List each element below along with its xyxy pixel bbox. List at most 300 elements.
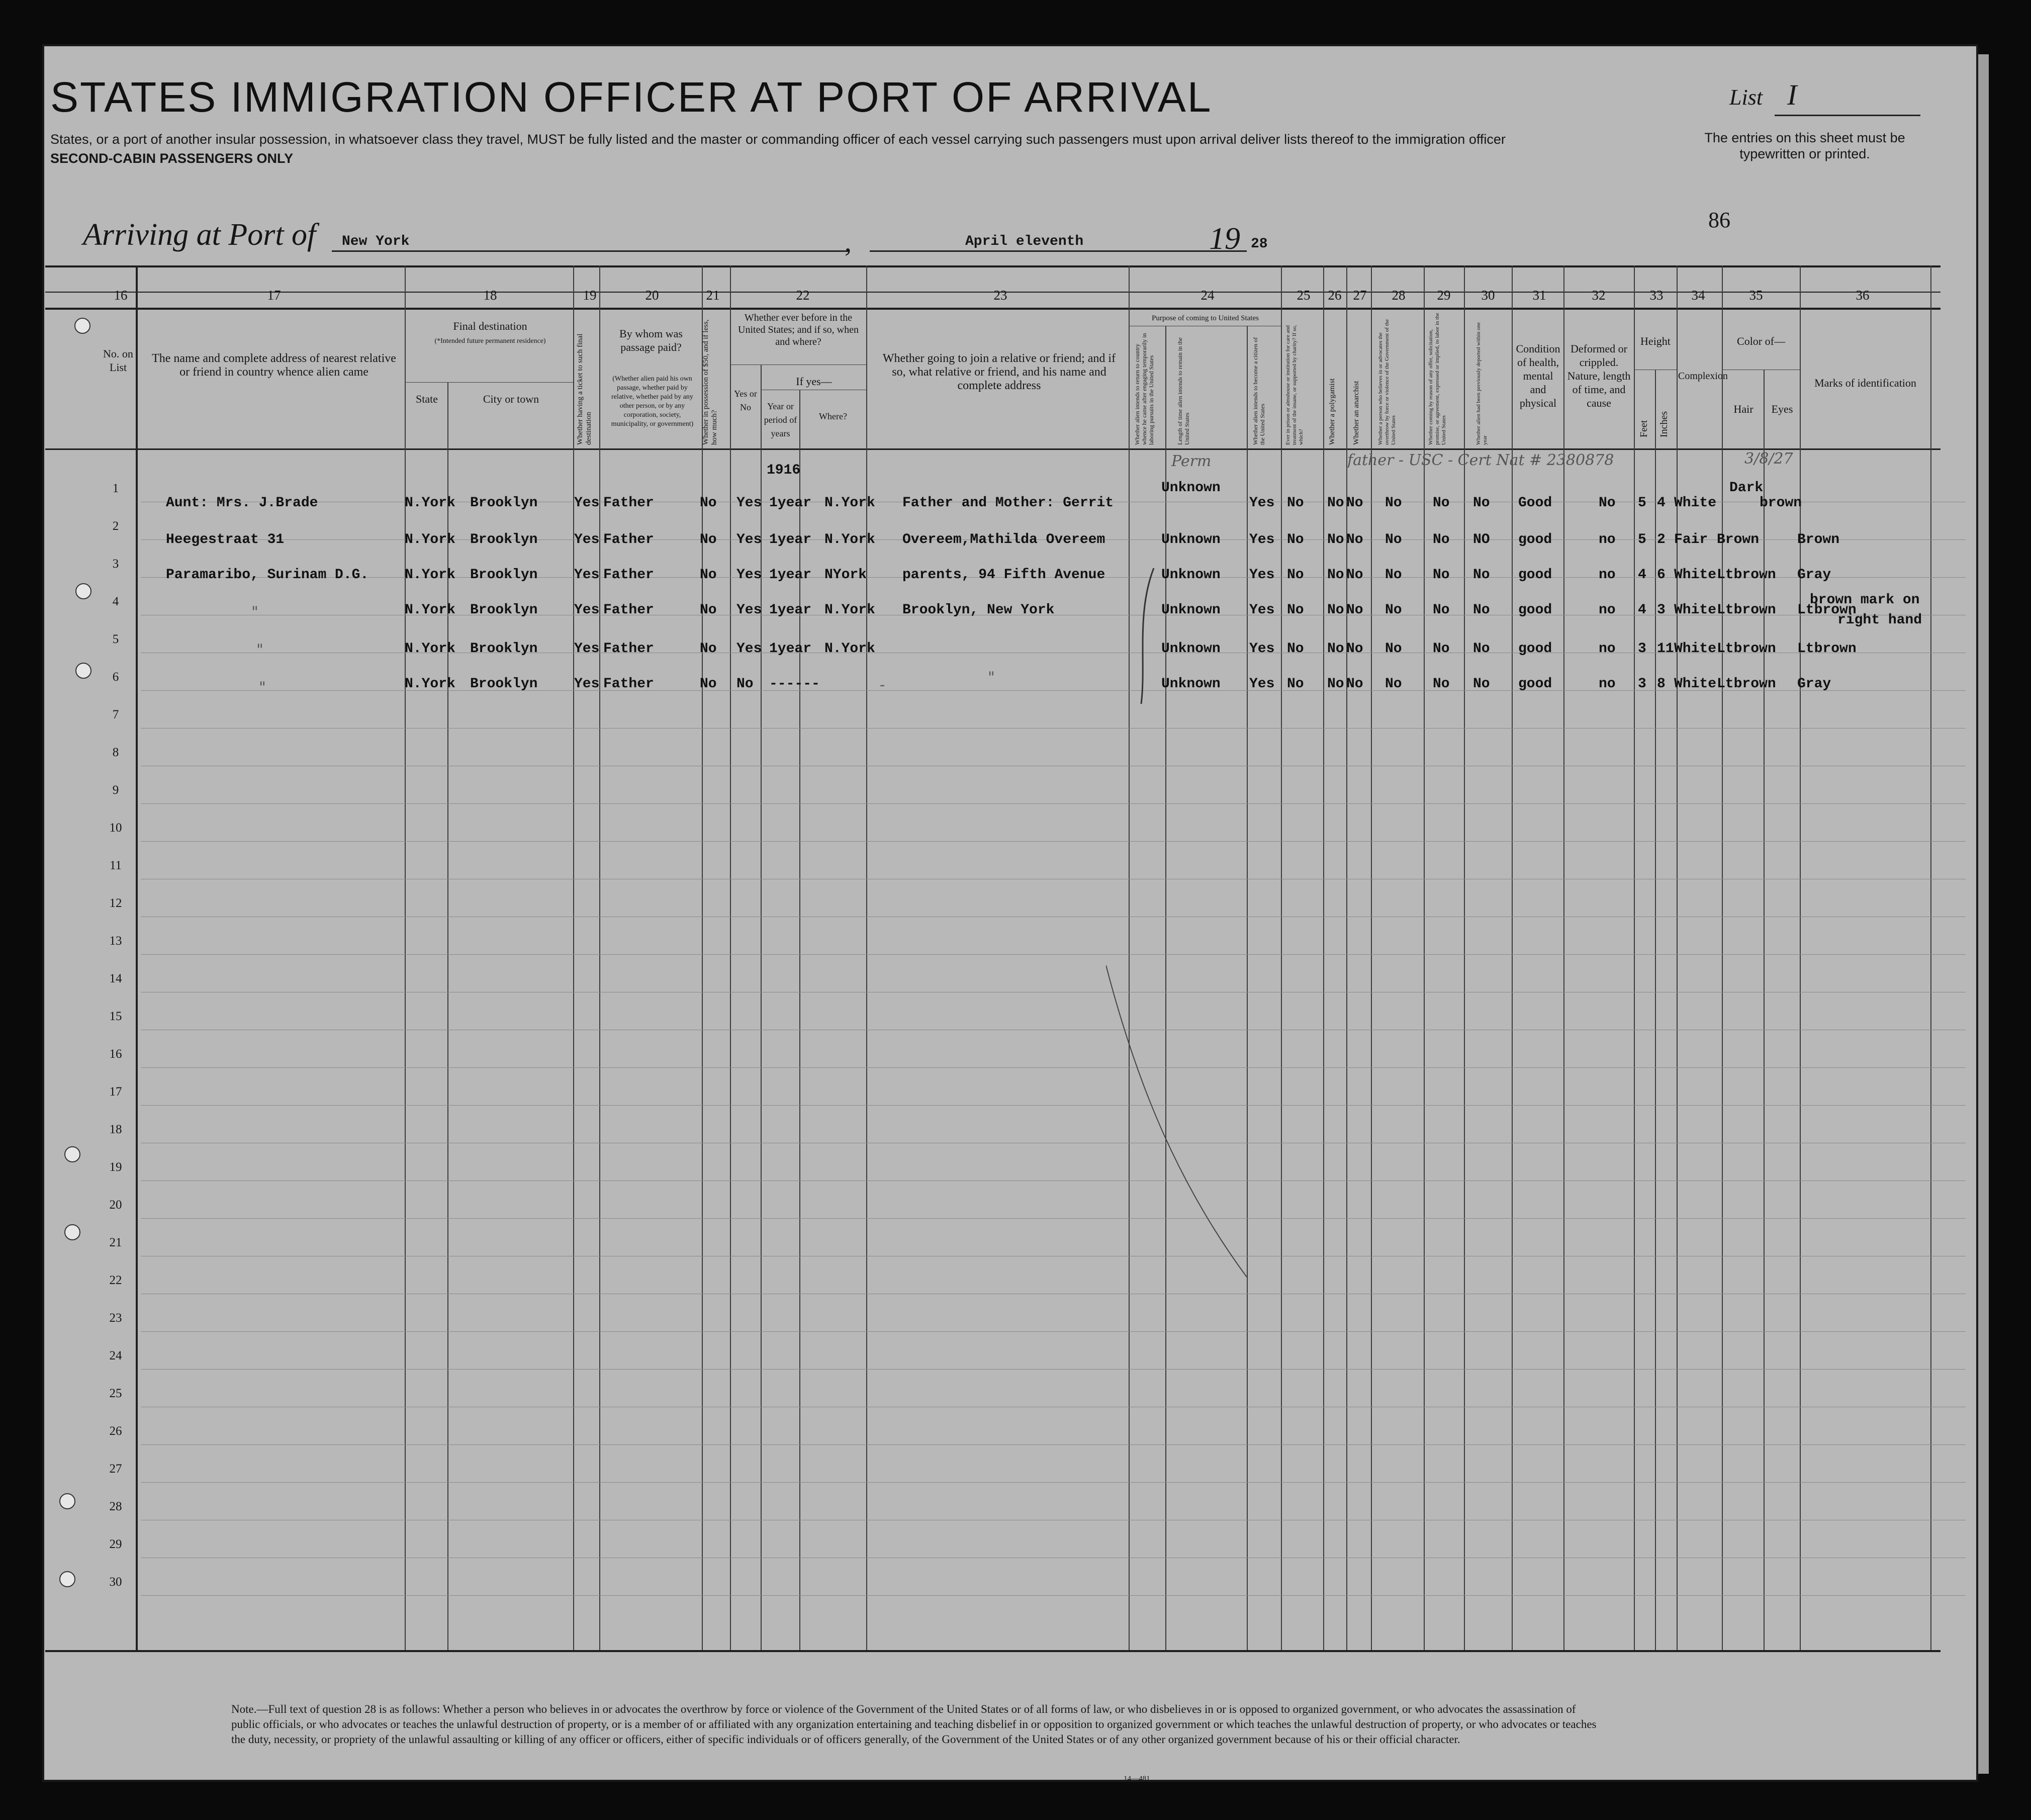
eyes-cell: Brown (1797, 532, 1840, 548)
hair-cell-line2: brown (1760, 495, 1802, 511)
arrival-port: New York (342, 234, 410, 249)
health-cell: good (1518, 567, 1552, 583)
colnum-33: 33 (1649, 288, 1664, 303)
polygamist-cell: No (1327, 495, 1344, 511)
row-number: 12 (109, 896, 122, 910)
col-line (1371, 265, 1372, 1650)
colnum-30: 30 (1481, 288, 1495, 303)
hdr-inches: Inches (1658, 411, 1670, 437)
hdr-complexion: Complexion (1678, 371, 1728, 382)
complexion-cell: Fair (1674, 532, 1708, 548)
anarchist-cell: No (1346, 602, 1363, 618)
complexion-cell: White (1674, 602, 1717, 618)
hdr-citizen: Whether alien intends to become a citizen of the United States (1252, 337, 1266, 445)
row-rule (141, 803, 1966, 804)
ticket-cell: Yes (574, 567, 600, 583)
col-line (1424, 265, 1425, 1650)
hair-cell: Ltbrown (1717, 567, 1776, 583)
marks-cell-line2: right hand (1837, 612, 1922, 628)
hair-cell: Brown (1717, 532, 1760, 548)
city-cell: Brooklyn (470, 495, 538, 511)
deformed-cell: no (1599, 567, 1616, 583)
prison-cell: No (1287, 532, 1304, 548)
row-number: 25 (109, 1387, 122, 1400)
state-cell: N.York (405, 567, 455, 583)
city-cell: Brooklyn (470, 567, 538, 583)
sub-rule (405, 382, 573, 383)
hdr-deformed: Deformed or crippled. Nature, length of time, and cause (1567, 342, 1631, 409)
hdr-no-on-list: No. on List (103, 347, 133, 374)
paid-by-cell: Father (603, 676, 654, 692)
row-number: 9 (112, 783, 119, 797)
row-rule (141, 1444, 1966, 1445)
hdr-ticket: Whether having a ticket to such final destination (576, 333, 593, 445)
hdr-health: Condition of health, mental and physical (1516, 342, 1560, 409)
row-number: 5 (112, 632, 119, 646)
row-rule (141, 1369, 1966, 1370)
row-number: 2 (112, 519, 119, 533)
colnum-21: 21 (706, 288, 720, 303)
overthrow-cell: No (1385, 676, 1402, 692)
table-bottom-rule (45, 1650, 1941, 1652)
hdr-where: Where? (819, 411, 847, 421)
row-rule (141, 841, 1966, 842)
citizen-cell: Yes (1249, 602, 1275, 618)
deformed-cell: no (1599, 532, 1616, 548)
overthrow-cell: No (1385, 495, 1402, 511)
ditto-dash: - (880, 676, 885, 694)
where-cell: NYork (824, 567, 867, 583)
col-line (761, 365, 762, 1650)
arrival-year: 28 (1251, 236, 1268, 252)
feet-cell: 5 (1638, 532, 1646, 548)
ditto-mark: " (259, 679, 266, 696)
row-number: 18 (109, 1123, 122, 1136)
annot-perm: Perm (1171, 452, 1212, 470)
period-cell: ------ (769, 676, 820, 692)
col-line (1281, 265, 1282, 1650)
length-cell: Unknown (1161, 602, 1221, 618)
col-line (1563, 265, 1564, 1650)
punch-hole (64, 1146, 80, 1162)
length-cell: Unknown (1161, 480, 1221, 496)
inches-cell: 11 (1657, 641, 1674, 657)
anarchist-cell: No (1346, 676, 1363, 692)
paid-by-cell: Father (603, 602, 654, 618)
eyes-cell: Gray (1797, 676, 1831, 692)
city-cell: Brooklyn (470, 532, 538, 548)
hdr-joining: Whether going to join a relative or friend; and if so, what relative or friend, and his name and complete address (882, 352, 1116, 392)
colnum-25: 25 (1297, 288, 1311, 303)
before-cell: Yes (736, 495, 762, 511)
hdr-before-us: Whether ever before in the United States; and if so, when and where? (738, 312, 859, 347)
relative-cell: Paramaribo, Surinam D.G. (166, 567, 369, 583)
feet-cell: 4 (1638, 567, 1646, 583)
row-number: 26 (109, 1424, 122, 1438)
annot-father-usc: father - USC - Cert Nat # 2380878 (1347, 451, 1614, 469)
money-cell: No (700, 676, 717, 692)
where-cell: N.York (824, 641, 875, 657)
joining-cell: Brooklyn, New York (902, 602, 1055, 618)
joining-cell: parents, 94 Fifth Avenue (902, 567, 1105, 583)
hdr-purpose: Purpose of coming to United States (1152, 314, 1259, 322)
colnum-27: 27 (1353, 288, 1367, 303)
prison-cell: No (1287, 567, 1304, 583)
where-cell: N.York (824, 532, 875, 548)
row-rule (141, 1180, 1966, 1181)
col-line (136, 265, 138, 1650)
hdr-eyes: Eyes (1771, 403, 1793, 415)
polygamist-cell: No (1327, 676, 1344, 692)
row-number: 4 (112, 595, 119, 608)
col-line (702, 265, 703, 1650)
bracket-mark (1141, 568, 1154, 704)
header-top-rule (45, 308, 1941, 310)
health-cell: good (1518, 602, 1552, 618)
overthrow-cell: No (1385, 532, 1402, 548)
row-number: 16 (109, 1047, 122, 1061)
offer-cell: No (1433, 532, 1450, 548)
footnote: Note.—Full text of question 28 is as follows: Whether a person who believes in or advocates the overthrow by force or violence of the Government of the United States or of all forms of law, or who disbelieves in or is opposed to organized government, or who advocates the assassination of public officials, or who advocates or teaches the unlawful destruction of property, or is a member of or affiliated with any organization entertaining and teaching disbelief in or opposition to organized government or which teaches the unlawful destruction of property, or who advocates or teaches the duty, necessity, or propriety of the unlawful assaulting or killing of any officer or officers, either of specific individuals or of officers generally, of the Government of the United States or of any other organized government because of his or their official character. (231, 1703, 1597, 1746)
row-number: 29 (109, 1537, 122, 1551)
health-cell: good (1518, 532, 1552, 548)
overthrow-cell: No (1385, 567, 1402, 583)
colnum-16: 16 (114, 288, 128, 303)
relative-cell: Aunt: Mrs. J.Brade (166, 495, 318, 511)
eyes-cell: Gray (1797, 567, 1831, 583)
hdr-state: State (416, 393, 438, 405)
polygamist-cell: No (1327, 602, 1344, 618)
deformed-cell: no (1599, 602, 1616, 618)
row-number: 27 (109, 1462, 122, 1476)
period-cell: 1year (769, 641, 812, 657)
paid-by-cell: Father (603, 532, 654, 548)
ditto-mark: " (251, 603, 258, 621)
hdr-marks: Marks of identification (1814, 377, 1916, 389)
state-cell: N.York (405, 641, 455, 657)
row-rule (141, 1595, 1966, 1596)
offer-cell: No (1433, 676, 1450, 692)
relative-cell: Heegestraat 31 (166, 532, 285, 548)
hdr-length-of-stay: Length of time alien intends to remain in the United States (1176, 337, 1190, 445)
prison-cell: No (1287, 676, 1304, 692)
polygamist-cell: No (1327, 532, 1344, 548)
colnum-17: 17 (267, 288, 281, 303)
hdr-passage-paid-sub: (Whether alien paid his own passage, whether paid by relative, whether paid by any other person, or by any corporation, society, municipality, or government) (611, 375, 694, 428)
deported-cell: No (1473, 495, 1490, 511)
deformed-cell: no (1599, 641, 1616, 657)
overthrow-cell: No (1385, 602, 1402, 618)
joining-cell: Father and Mother: Gerrit (902, 495, 1114, 511)
length-cell: Unknown (1161, 532, 1221, 548)
feet-cell: 3 (1638, 676, 1646, 692)
feet-cell: 5 (1638, 495, 1646, 511)
row-number: 8 (112, 746, 119, 759)
punch-hole (74, 318, 90, 334)
date-separator: , (845, 227, 852, 258)
header-bottom-rule (45, 448, 1941, 450)
citizen-cell: Yes (1249, 676, 1275, 692)
punch-hole (75, 583, 91, 599)
row-rule (141, 728, 1966, 729)
colnum-24: 24 (1201, 288, 1215, 303)
prison-cell: No (1287, 495, 1304, 511)
state-cell: N.York (405, 676, 455, 692)
hdr-final-destination-sub: (*Intended future permanent residence) (434, 337, 546, 345)
row-number: 3 (112, 557, 119, 571)
arrival-date: April eleventh (965, 234, 1084, 249)
offer-cell: No (1433, 641, 1450, 657)
ditto-mark: " (256, 641, 263, 659)
col-line (1764, 370, 1765, 1650)
hdr-city: City or town (483, 393, 539, 405)
paid-by-cell: Father (603, 641, 654, 657)
ticket-cell: Yes (574, 495, 600, 511)
joining-cell: Overeem,Mathilda Overeem (902, 532, 1105, 548)
inches-cell: 4 (1657, 495, 1666, 511)
col-line (1464, 265, 1465, 1650)
hdr-if-yes: If yes— (796, 375, 832, 388)
citizen-cell: Yes (1249, 567, 1275, 583)
polygamist-cell: No (1327, 641, 1344, 657)
col-line (1655, 370, 1656, 1650)
period-cell: 1year (769, 532, 812, 548)
city-cell: Brooklyn (470, 641, 538, 657)
hdr-feet: Feet (1638, 420, 1649, 437)
ticket-cell: Yes (574, 676, 600, 692)
hdr-deported: Whether alien had been previously deported within one year (1475, 322, 1488, 445)
hdr-final-destination: Final destination (453, 320, 527, 332)
list-label: List (1729, 85, 1763, 110)
money-cell: No (700, 641, 717, 657)
health-cell: good (1518, 641, 1552, 657)
row-number: 6 (112, 670, 119, 684)
marks-cell: brown mark on (1810, 592, 1920, 608)
deported-cell: No (1473, 602, 1490, 618)
deported-cell: No (1473, 676, 1490, 692)
deported-cell: No (1473, 641, 1490, 657)
deformed-cell: no (1599, 676, 1616, 692)
row-number: 1 (112, 482, 119, 495)
row-rule (141, 1482, 1966, 1483)
row-number: 30 (109, 1575, 122, 1589)
ditto-mark: " (988, 669, 995, 686)
sheet-number: 86 (1708, 208, 1730, 232)
punch-hole (64, 1224, 80, 1240)
offer-cell: No (1433, 567, 1450, 583)
colnum-34: 34 (1691, 288, 1705, 303)
colnum-23: 23 (993, 288, 1007, 303)
money-cell: No (700, 532, 717, 548)
col-line (1346, 265, 1347, 1650)
hdr-relative: The name and complete address of nearest relative or friend in country whence alien came (152, 352, 396, 379)
length-cell: Unknown (1161, 641, 1221, 657)
list-value: I (1787, 78, 1797, 111)
row-rule (141, 1331, 1966, 1332)
row-number: 22 (109, 1273, 122, 1287)
complexion-cell: White (1674, 676, 1717, 692)
colnum-32: 32 (1592, 288, 1606, 303)
hdr-year: Year or period of years (764, 401, 797, 438)
row-number: 24 (109, 1349, 122, 1362)
row-number: 19 (109, 1160, 122, 1174)
inches-cell: 2 (1657, 532, 1666, 548)
row-number: 13 (109, 934, 122, 948)
hdr-prison: Ever in prison or almshouse or institution for care and treatment of the insane, or supported by charity? If so, which? (1285, 325, 1304, 445)
form-title: STATES IMMIGRATION OFFICER AT PORT OF ARRIVAL (50, 73, 1213, 121)
deported-cell: NO (1473, 532, 1490, 548)
citizen-cell: Yes (1249, 532, 1275, 548)
annot-date-mark: 3/8/27 (1744, 450, 1793, 468)
prison-cell: No (1287, 641, 1304, 657)
hdr-intends-return: Whether alien intends to return to country whence he came after engaging temporarily in laboring pursuits in the United States (1134, 333, 1155, 445)
hair-cell: Dark (1729, 480, 1764, 496)
instructions-text: States, or a port of another insular possession, in whatsoever class they travel, MUST be fully listed and the master or commanding officer of each vessel carrying such passengers must upon arrival deliver lists thereof to the immigration officer (50, 132, 1506, 147)
paid-by-cell: Father (603, 495, 654, 511)
colnum-22: 22 (796, 288, 810, 303)
hair-cell: Ltbrown (1717, 602, 1776, 618)
row-rule (141, 1067, 1966, 1068)
row-number: 14 (109, 972, 122, 985)
colnum-35: 35 (1749, 288, 1763, 303)
before-cell: No (736, 676, 754, 692)
col-line (573, 265, 574, 1650)
colnum-26: 26 (1328, 288, 1342, 303)
hdr-hair: Hair (1733, 403, 1753, 415)
col-line (866, 265, 867, 1650)
before-cell: Yes (736, 532, 762, 548)
state-cell: N.York (405, 495, 455, 511)
health-cell: Good (1518, 495, 1552, 511)
colnum-36: 36 (1856, 288, 1870, 303)
inches-cell: 8 (1657, 676, 1666, 692)
deformed-cell: No (1599, 495, 1616, 511)
hdr-overthrow: Whether a person who believes in or advocates the overthrow by force or violence of the Government of the United States (1377, 319, 1397, 445)
anarchist-cell: No (1346, 641, 1363, 657)
citizen-cell: Yes (1249, 495, 1275, 511)
money-cell: No (700, 495, 717, 511)
eyes-cell: Ltbrown (1797, 602, 1857, 618)
stray-pen-line (1106, 965, 1247, 1277)
hdr-polygamist: Whether a polygamist (1328, 378, 1336, 445)
period-cell: 1year (769, 602, 812, 618)
offer-cell: No (1433, 602, 1450, 618)
hdr-anarchist: Whether an anarchist (1352, 381, 1360, 445)
hair-cell: Ltbrown (1717, 676, 1776, 692)
row-number: 10 (109, 821, 122, 835)
class-line: SECOND-CABIN PASSENGERS ONLY (50, 151, 294, 166)
hdr-yes-no: Yes or No (734, 389, 757, 412)
anarchist-cell: No (1346, 567, 1363, 583)
pen-marks (1106, 553, 1257, 1307)
annot-1916: 1916 (767, 463, 801, 478)
before-cell: Yes (736, 567, 762, 583)
col-line (1930, 265, 1931, 1650)
anarchist-cell: No (1346, 495, 1363, 511)
polygamist-cell: No (1327, 567, 1344, 583)
complexion-cell: White (1674, 567, 1717, 583)
ticket-cell: Yes (574, 602, 600, 618)
row-number: 7 (112, 708, 119, 721)
col-line (1512, 265, 1513, 1650)
offer-cell: No (1433, 495, 1450, 511)
col-line (405, 265, 406, 1650)
state-cell: N.York (405, 532, 455, 548)
citizen-cell: Yes (1249, 641, 1275, 657)
where-cell: N.York (824, 495, 875, 511)
money-cell: No (700, 602, 717, 618)
arriving-label: Arriving at Port of (83, 218, 316, 252)
row-number: 21 (109, 1236, 122, 1249)
inches-cell: 6 (1657, 567, 1666, 583)
colnum-20: 20 (645, 288, 659, 303)
hair-cell: Ltbrown (1717, 641, 1776, 657)
colnum-29: 29 (1437, 288, 1451, 303)
typewritten-note: The entries on this sheet must be typewritten or printed. (1704, 130, 1905, 161)
period-cell: 1year (769, 567, 812, 583)
col-line (730, 265, 731, 1650)
colnum-19: 19 (583, 288, 597, 303)
state-cell: N.York (405, 602, 455, 618)
ticket-cell: Yes (574, 532, 600, 548)
prison-cell: No (1287, 602, 1304, 618)
row-number: 15 (109, 1010, 122, 1023)
paid-by-cell: Father (603, 567, 654, 583)
row-number: 11 (109, 859, 122, 872)
punch-hole (59, 1493, 75, 1509)
length-cell: Unknown (1161, 676, 1221, 692)
row-number: 20 (109, 1198, 122, 1212)
colnum-31: 31 (1532, 288, 1546, 303)
before-cell: Yes (736, 641, 762, 657)
hdr-height: Height (1640, 335, 1671, 347)
feet-cell: 3 (1638, 641, 1646, 657)
row-number: 17 (109, 1085, 122, 1099)
hdr-passage-paid: By whom was passage paid? (619, 327, 683, 353)
eyes-cell: Ltbrown (1797, 641, 1857, 657)
punch-hole (75, 663, 91, 679)
money-cell: No (700, 567, 717, 583)
col-line (1677, 265, 1678, 1650)
length-cell: Unknown (1161, 567, 1221, 583)
health-cell: good (1518, 676, 1552, 692)
period-cell: 1year (769, 495, 812, 511)
year-prefix: 19 (1209, 222, 1240, 256)
hdr-offer: Whether coming by reason of any offer, solicitation, promise, or agreement, expressed or implied, to labor in the United States (1428, 313, 1447, 445)
city-cell: Brooklyn (470, 602, 538, 618)
form-code: 14—481 (1124, 1775, 1150, 1783)
city-cell: Brooklyn (470, 676, 538, 692)
table-top-rule (45, 265, 1941, 267)
anarchist-cell: No (1346, 532, 1363, 548)
row-rule (141, 954, 1966, 955)
row-rule (141, 1105, 1966, 1106)
col-line (1634, 265, 1635, 1650)
ticket-cell: Yes (574, 641, 600, 657)
overthrow-cell: No (1385, 641, 1402, 657)
deported-cell: No (1473, 567, 1490, 583)
col-line (1722, 265, 1723, 1650)
col-line (1323, 265, 1324, 1650)
where-cell: N.York (824, 602, 875, 618)
colnum-28: 28 (1392, 288, 1406, 303)
row-rule (141, 1218, 1966, 1219)
col-line (1800, 265, 1801, 1650)
date-underline (870, 250, 1247, 252)
row-number: 28 (109, 1500, 122, 1513)
complexion-cell: White (1674, 495, 1717, 511)
colnum-18: 18 (483, 288, 497, 303)
